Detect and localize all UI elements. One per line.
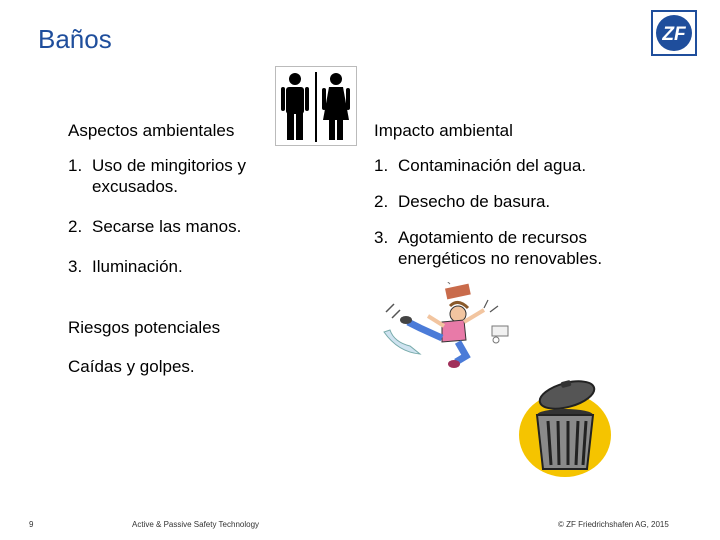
item-text: Iluminación.	[92, 257, 183, 276]
item-text: Desecho de basura.	[398, 192, 551, 211]
item-number: 2.	[374, 192, 389, 211]
list-item	[68, 256, 288, 277]
risks-text: Caídas y golpes.	[68, 357, 195, 376]
list-item	[68, 155, 288, 197]
logo-text: ZF	[662, 24, 686, 45]
item-text: Secarse las manos.	[92, 217, 242, 236]
item-text: Contaminación del agua.	[398, 156, 587, 175]
zf-logo	[651, 10, 697, 56]
item-number: 1.	[374, 156, 389, 175]
page-number: 9	[29, 520, 34, 529]
item-text: Agotamiento de recursos energéticos no renovables.	[398, 228, 603, 268]
impact-list	[374, 155, 674, 269]
restroom-icon	[275, 66, 357, 146]
aspects-list	[68, 155, 288, 277]
item-number: 3.	[374, 228, 389, 247]
aspects-heading: Aspectos ambientales	[68, 121, 235, 140]
list-item	[374, 227, 674, 269]
item-number: 3.	[68, 257, 83, 276]
list-item	[374, 155, 674, 176]
footer-center-text: Active & Passive Safety Technology	[132, 520, 260, 529]
risks-heading: Riesgos potenciales	[68, 318, 221, 337]
trash-can-icon	[515, 377, 615, 477]
list-item	[68, 216, 288, 237]
slide-title: Baños	[38, 24, 112, 54]
item-number: 2.	[68, 217, 83, 236]
impact-heading: Impacto ambiental	[374, 121, 513, 140]
list-item	[374, 191, 674, 212]
item-text: Uso de mingitorios y excusados.	[92, 156, 247, 196]
item-number: 1.	[68, 156, 83, 175]
footer-copyright: © ZF Friedrichshafen AG, 2015	[558, 520, 669, 529]
falling-person-icon	[380, 282, 520, 370]
